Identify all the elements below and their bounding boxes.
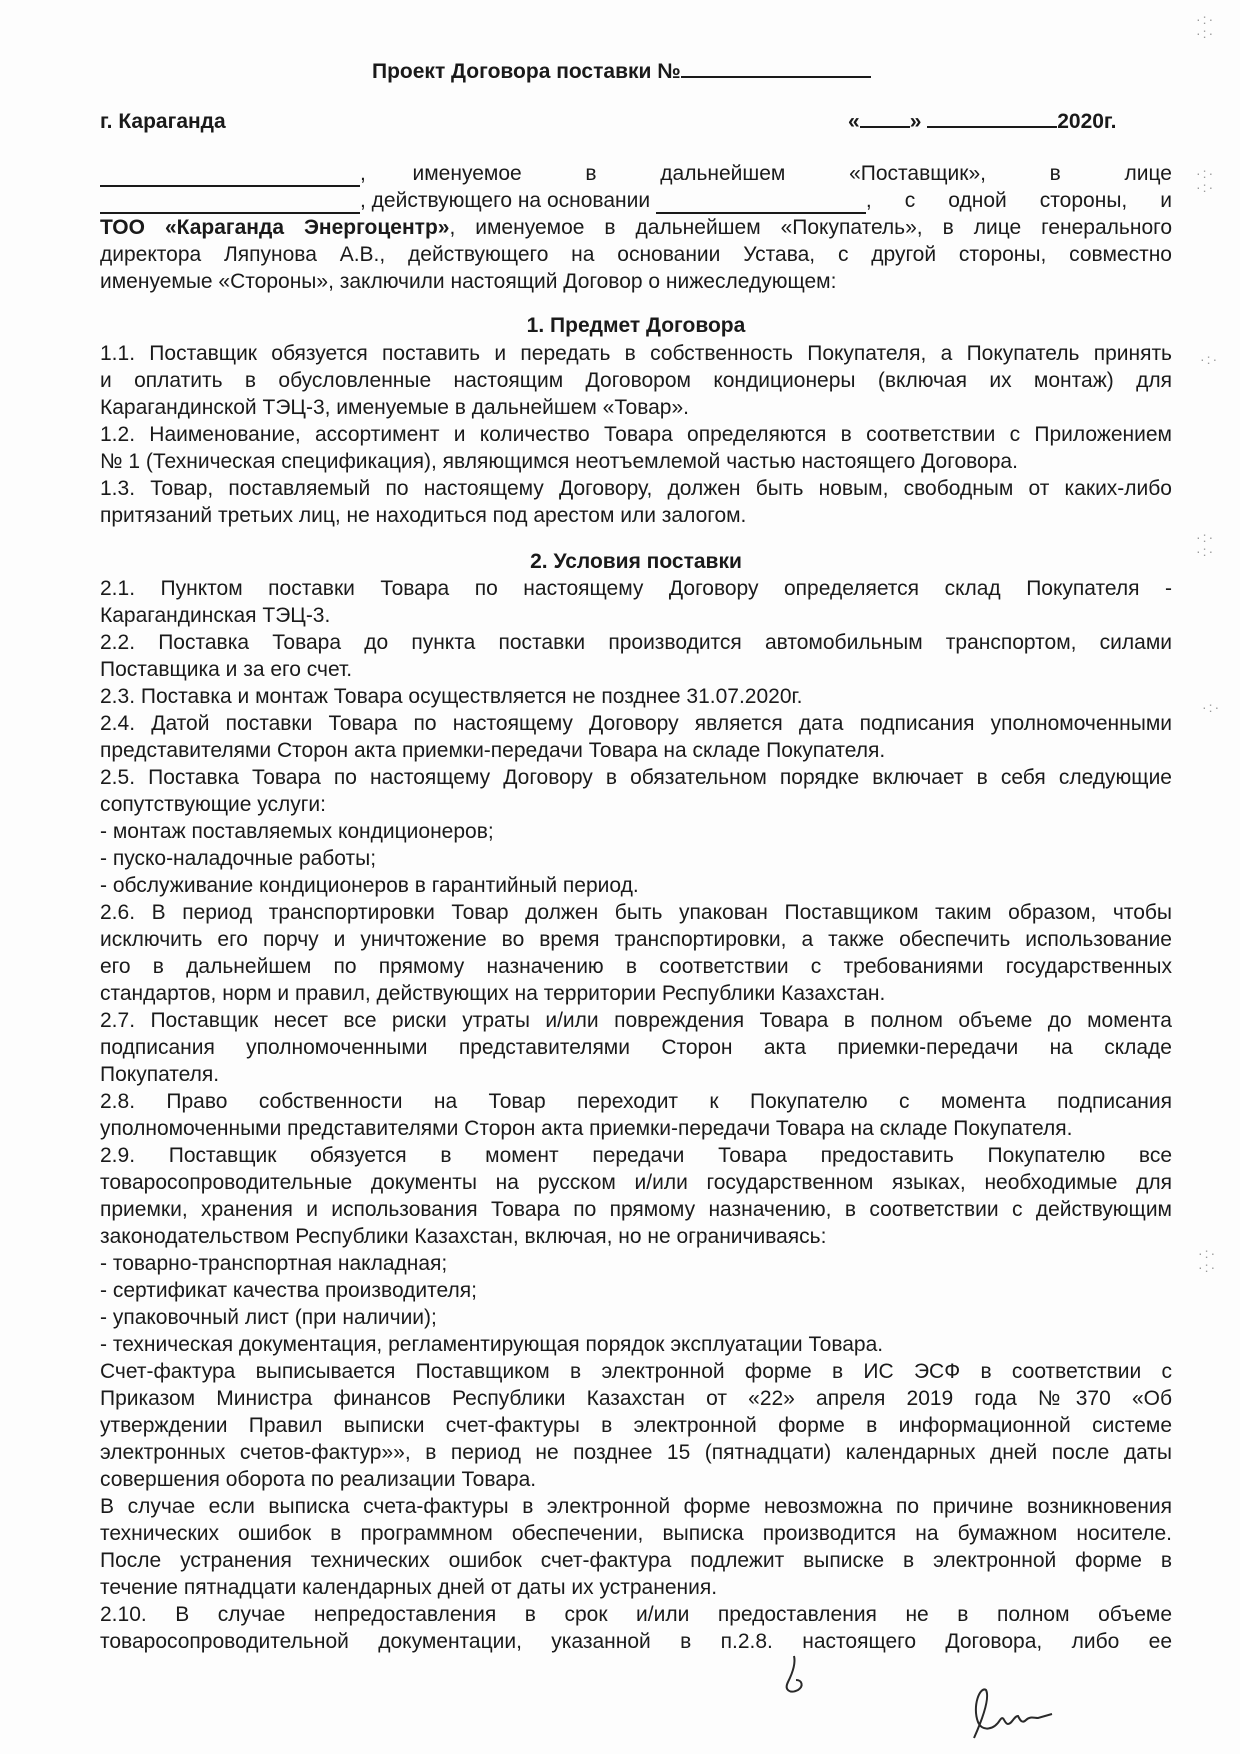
section-2-line: подписания уполномоченными представителями Сторон акта приемки-передачи на складе xyxy=(100,1036,1172,1059)
section-2-line: Карагандинская ТЭЦ-3. xyxy=(100,604,331,627)
section-2-line: Покупателя. xyxy=(100,1063,220,1086)
section-2-line: Приказом Министра финансов Республики Казахстан от «22» апреля 2019 года №370 «Об xyxy=(100,1387,1172,1410)
section-2-list-item: - товарно-транспортная накладная; xyxy=(100,1252,448,1275)
scan-noise: ·:· ·:· xyxy=(1196,165,1216,195)
section-2-list-item: - монтаж поставляемых кондиционеров; xyxy=(100,820,494,843)
section-2-line: сопутствующие услуги: xyxy=(100,793,326,816)
preamble-line-1-text: именуемое в дальнейшем «Поставщик», в лице xyxy=(412,162,1172,185)
scan-noise: ·:· xyxy=(1200,351,1220,367)
section-2-line: Поставщика и за его счет. xyxy=(100,658,353,681)
section-2-line: технических ошибок в программном обеспечении, выписка производится на бумажном носителе. xyxy=(100,1522,1172,1545)
contract-number-blank xyxy=(681,56,871,78)
section-2-list-item: - обслуживание кондиционеров в гарантийный период. xyxy=(100,874,639,897)
section-2-list-item: - пуско-наладочные работы; xyxy=(100,847,377,870)
section-2-line: течение пятнадцати календарных дней от даты их устранения. xyxy=(100,1576,718,1599)
section-2-line: приемки, хранения и использования Товара по прямому назначению, в соответствии с действующим xyxy=(100,1198,1172,1221)
preamble-line-3: ТОО «Караганда Энергоцентр», именуемое в дальнейшем «Покупатель», в лице генерального xyxy=(100,216,1173,239)
section-1-line: № 1 (Техническая спецификация), являющимся неотъемлемой частью настоящего Договора. xyxy=(100,450,1018,473)
section-2-line: 2.7. Поставщик несет все риски утраты и/или повреждения Товара в полном объеме до момента xyxy=(100,1009,1172,1032)
section-2-line: стандартов, норм и правил, действующих на территории Республики Казахстан. xyxy=(100,982,886,1005)
section-2-body xyxy=(100,575,1172,1655)
section-2-line: Счет-фактура выписывается Поставщиком в электронной форме в ИС ЭСФ в соответствии с xyxy=(100,1360,1172,1383)
section-1-line: притязаний третьих лиц, не находиться под арестом или залогом. xyxy=(100,504,747,527)
section-2-line: его в дальнейшем по прямому назначению в соответствии с требованиями государственных xyxy=(100,955,1172,978)
supplier-name-blank xyxy=(100,167,360,187)
section-2-line: 2.2. Поставка Товара до пункта поставки производится автомобильным транспортом, силами xyxy=(100,631,1172,654)
section-2-line: 2.8. Право собственности на Товар переходит к Покупателю с момента подписания xyxy=(100,1090,1172,1113)
preamble-line-2 xyxy=(100,187,1172,214)
section-2-list-item: - упаковочный лист (при наличии); xyxy=(100,1306,437,1329)
scan-noise: ·:· xyxy=(1202,699,1222,715)
section-1-line: 1.3. Товар, поставляемый по настоящему Договору, должен быть новым, свободным от каких-либо xyxy=(100,477,1172,500)
preamble xyxy=(100,160,1172,295)
preamble-line-1: , именуемое в дальнейшем «Поставщик», в лице xyxy=(100,160,1172,187)
section-1-heading: 1. Предмет Договора xyxy=(526,314,746,337)
section-1-line: 1.1. Поставщик обязуется поставить и передать в собственность Покупателя, а Покупатель принять xyxy=(100,342,1172,365)
section-2-line: законодательством Республики Казахстан, включая, но не ограничиваясь: xyxy=(100,1225,827,1248)
preamble-acting: , действующего на основании xyxy=(360,189,651,212)
section-2-line: В случае если выписка счета-фактуры в электронной форме невозможна по причине возникновения xyxy=(100,1495,1172,1518)
buyer-company: ТОО «Караганда Энергоцентр» xyxy=(100,216,450,239)
initial-mark-signature xyxy=(770,1650,830,1710)
section-2-line: товаросопроводительные документы на русском и/или государственном языках, необходимые для xyxy=(100,1171,1172,1194)
city: г. Караганда xyxy=(100,110,226,133)
section-2-line: После устранения технических ошибок счет-фактура подлежит выписке в электронной форме в xyxy=(100,1549,1172,1572)
section-2-line: 2.4. Датой поставки Товара по настоящему Договору является дата подписания уполномоченными xyxy=(100,712,1172,735)
section-2-line: 2.6. В период транспортировки Товар должен быть упакован Поставщиком таким образом, чтобы xyxy=(100,901,1172,924)
date-quote-close: » xyxy=(909,110,922,133)
basis-blank xyxy=(656,194,866,214)
section-2-list-item: - сертификат качества производителя; xyxy=(100,1279,477,1302)
scan-noise: ·:· ·:· xyxy=(1196,11,1216,41)
section-2-line: уполномоченными представителями Сторон акта приемки-передачи Товара на складе Покупателя. xyxy=(100,1117,1073,1140)
section-2-line: утверждении Правил выписки счет-фактуры в электронной форме в информационной системе xyxy=(100,1414,1172,1437)
section-2-list-item: - техническая документация, регламентирующая порядок эксплуатации Товара. xyxy=(100,1333,884,1356)
section-2-line: 2.3. Поставка и монтаж Товара осуществляется не позднее 31.07.2020г. xyxy=(100,685,803,708)
title-text: Проект Договора поставки № xyxy=(372,60,681,83)
preamble-line-5: именуемые «Стороны», заключили настоящий Договор о нижеследующем: xyxy=(100,270,837,293)
handwritten-signature xyxy=(960,1680,1070,1750)
section-2-line: 2.5. Поставка Товара по настоящему Договору в обязательном порядке включает в себя следующие xyxy=(100,766,1172,789)
section-2-line: 2.9. Поставщик обязуется в момент передачи Товара предоставить Покупателю все xyxy=(100,1144,1172,1167)
section-2-line: исключить его порчу и уничтожение во время транспортировки, а также обеспечить использование xyxy=(100,928,1172,951)
date-quote-open: « xyxy=(848,110,860,133)
date-year: 2020г. xyxy=(1057,110,1117,133)
month-blank xyxy=(927,108,1057,128)
section-2-line: 2.1. Пунктом поставки Товара по настоящему Договору определяется склад Покупателя - xyxy=(100,577,1172,600)
day-blank xyxy=(860,108,910,128)
representative-blank xyxy=(100,194,360,214)
section-2-heading: 2. Условия поставки xyxy=(530,550,742,573)
section-2-line: представителями Сторон акта приемки-передачи Товара на складе Покупателя. xyxy=(100,739,886,762)
section-2-line: электронных счетов-фактур»», в период не позднее 15 (пятнадцати) календарных дней после даты xyxy=(100,1441,1172,1464)
preamble-line-4: директора Ляпунова А.В., действующего на основании Устава, с другой стороны, совместно xyxy=(100,243,1172,266)
section-1-line: 1.2. Наименование, ассортимент и количество Товара определяются в соответствии с Приложением xyxy=(100,423,1172,446)
section-2-line: совершения оборота по реализации Товара. xyxy=(100,1468,537,1491)
section-2-line: 2.10. В случае непредоставления в срок и/или предоставления не в полном объеме xyxy=(100,1603,1172,1626)
section-2-line: товаросопроводительной документации, указанной в п.2.8. настоящего Договора, либо ее xyxy=(100,1630,1172,1653)
scan-noise: ·:· ·:· xyxy=(1198,1245,1218,1275)
section-1-line: и оплатить в обусловленные настоящим Договором кондиционеры (включая их монтаж) для xyxy=(100,369,1172,392)
preamble-line-2-end: , с одной стороны, и xyxy=(865,189,1172,212)
scan-noise: ·:· ·:· xyxy=(1196,529,1216,559)
section-1-line: Карагандинской ТЭЦ-3, именуемые в дальнейшем «Товар». xyxy=(100,396,689,419)
section-1-body xyxy=(100,340,1172,529)
page-title xyxy=(372,56,871,85)
contract-date xyxy=(848,108,1116,135)
